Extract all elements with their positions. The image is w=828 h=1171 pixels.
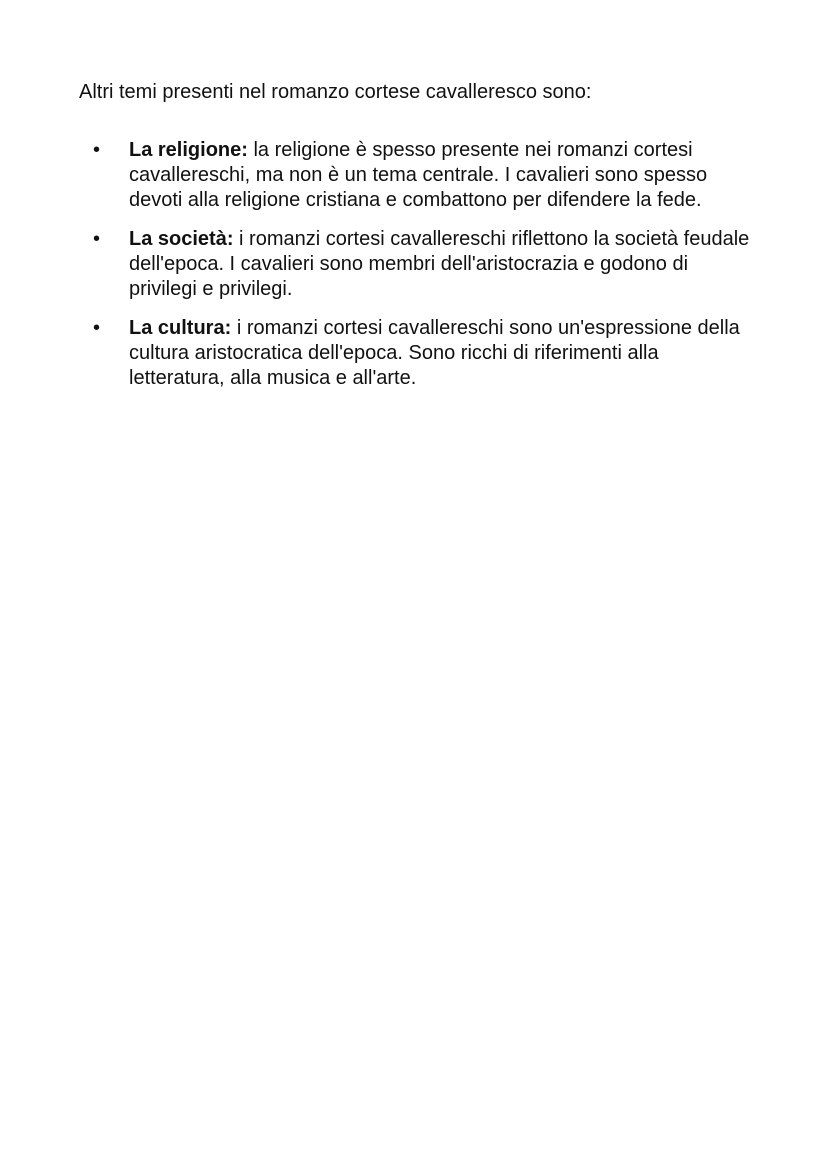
list-item-text xyxy=(129,227,757,302)
list-item-text xyxy=(129,138,757,213)
list-item-text xyxy=(129,316,757,391)
bullet-icon: • xyxy=(93,317,101,339)
topic-term: La religione: xyxy=(129,139,248,161)
intro-paragraph: Altri temi presenti nel romanzo cortese cavalleresco sono: xyxy=(79,81,592,103)
topics-list xyxy=(0,138,828,405)
bullet-icon: • xyxy=(93,228,101,250)
list-item-religione xyxy=(0,138,828,213)
topic-term: La cultura: xyxy=(129,317,232,339)
list-item-societa xyxy=(0,227,828,302)
topic-term: La società: xyxy=(129,228,234,250)
bullet-icon: • xyxy=(93,139,101,161)
topic-description: i romanzi cortesi cavallereschi sono un'espressione della cultura aristocratica dell'epoca. Sono ricchi di riferimenti alla letteratura, alla musica e all'arte. xyxy=(129,317,740,389)
topic-description: i romanzi cortesi cavallereschi riflettono la società feudale dell'epoca. I cavalieri sono membri dell'aristocrazia e godono di privilegi e privilegi. xyxy=(129,228,750,300)
topic-description: la religione è spesso presente nei romanzi cortesi cavallereschi, ma non è un tema centrale. I cavalieri sono spesso devoti alla religione cristiana e combattono per difendere la fede. xyxy=(129,139,708,211)
list-item-cultura xyxy=(0,316,828,391)
